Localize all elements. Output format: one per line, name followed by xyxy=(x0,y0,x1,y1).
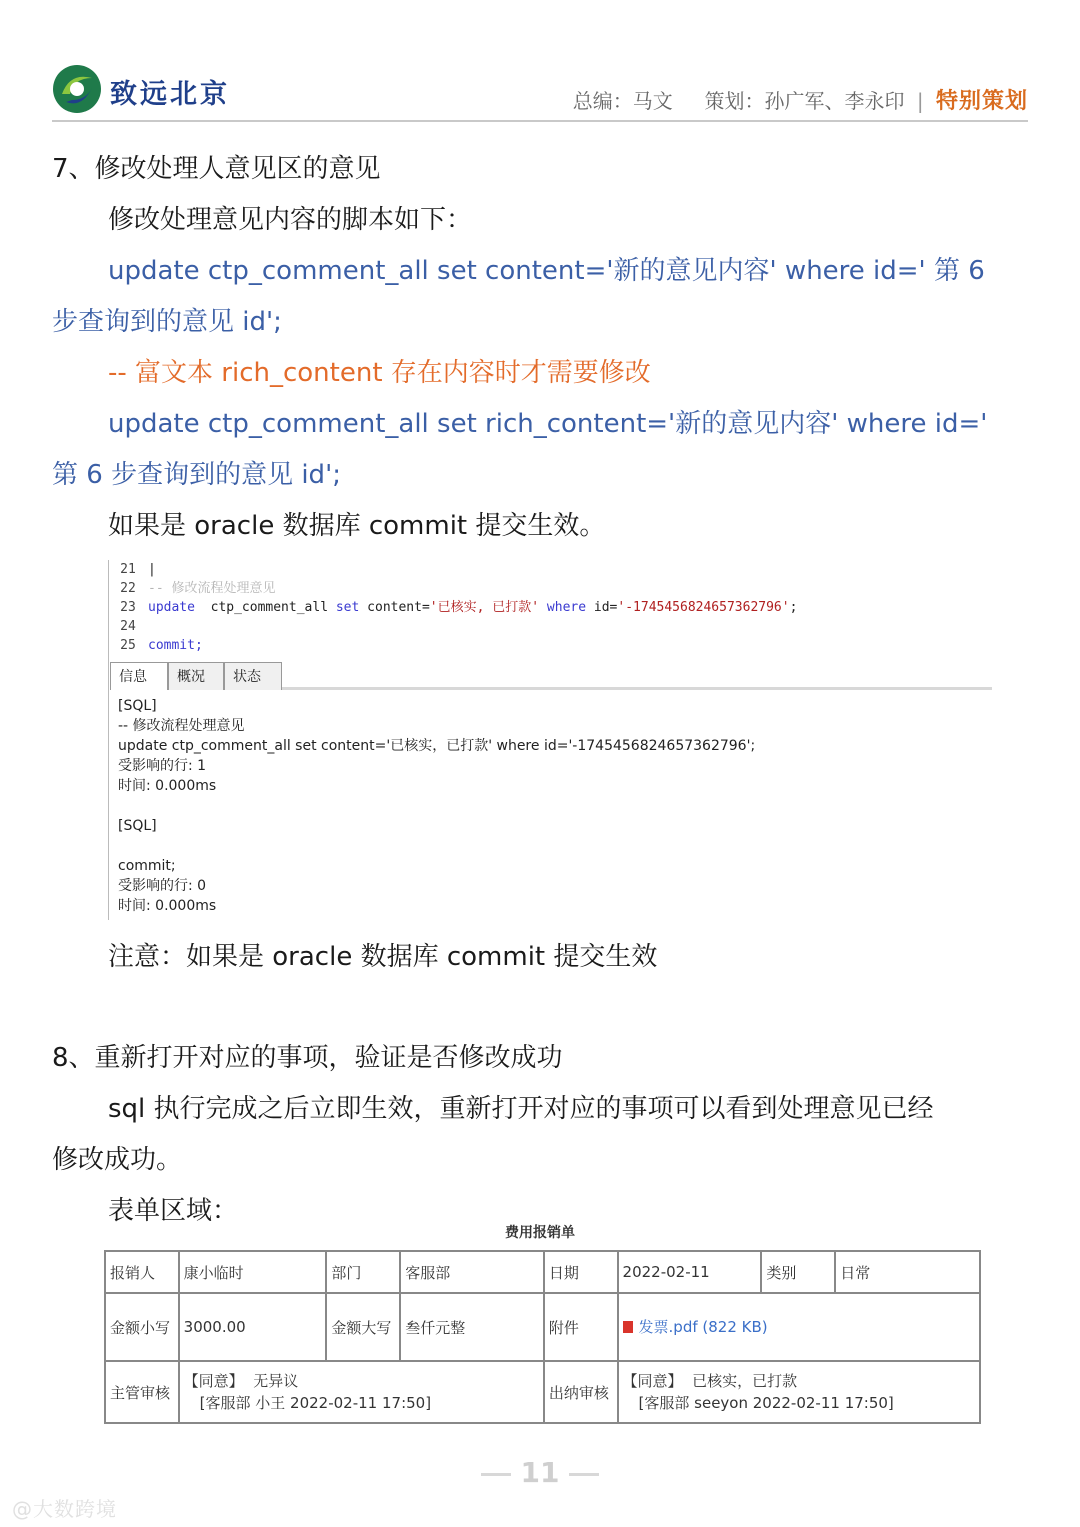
tab-overview[interactable]: 概况 xyxy=(168,662,224,690)
field-label: 金额大写 xyxy=(326,1293,400,1361)
sql-table: ctp_comment_all xyxy=(194,600,336,615)
applicant-value: 康小临时 xyxy=(179,1251,327,1293)
brand-logo-icon xyxy=(52,64,102,114)
field-label: 主管审核 xyxy=(105,1361,179,1423)
field-label: 部门 xyxy=(326,1251,400,1293)
editor-line xyxy=(108,617,148,636)
page-number xyxy=(0,1456,1080,1489)
field-label: 报销人 xyxy=(105,1251,179,1293)
step8-heading: 8、重新打开对应的事项，验证是否修改成功 xyxy=(52,1043,563,1073)
approval-text: 无异议 xyxy=(253,1372,299,1390)
chief-editor: 总编：马文 xyxy=(572,89,673,113)
step7-intro: 修改处理意见内容的脚本如下： xyxy=(108,205,473,235)
attachment-link[interactable]: 发票.pdf (822 KB) xyxy=(638,1318,768,1336)
tab-status[interactable]: 状态 xyxy=(224,662,282,690)
form-title: 费用报销单 xyxy=(505,1225,575,1241)
oracle-commit-note: 如果是 oracle 数据库 commit 提交生效。 xyxy=(108,511,606,541)
line-number: 24 xyxy=(120,619,136,634)
message-line: 受影响的行: 1 xyxy=(118,758,207,774)
form-row xyxy=(105,1293,980,1361)
approval-signature: [客服部 小王 2022-02-11 17:50] xyxy=(199,1394,432,1412)
header-credits xyxy=(573,84,1028,115)
line-text: -- 修改流程处理意见 xyxy=(148,581,276,596)
form-row xyxy=(105,1361,980,1423)
line-text: | xyxy=(148,562,156,577)
step8-desc-line1: sql 执行完成之后立即生效，重新打开对应的事项可以看到处理意见已经 xyxy=(108,1094,934,1124)
editor-line xyxy=(108,598,797,617)
date-value: 2022-02-11 xyxy=(618,1251,762,1293)
message-line xyxy=(118,796,755,816)
editor-line xyxy=(108,636,203,655)
page-dash-left xyxy=(481,1473,511,1476)
sql-update-rich-line2: 第 6 步查询到的意见 id'; xyxy=(52,460,341,490)
form-area-label: 表单区域： xyxy=(108,1196,239,1226)
line-number: 23 xyxy=(120,600,136,615)
planners: 策划：孙广军、李永印 xyxy=(704,89,905,113)
message-line: commit; xyxy=(118,858,176,874)
sql-update-rich-line1: update ctp_comment_all set rich_content='新的意见内容' where id=' xyxy=(108,409,988,439)
tab-info[interactable]: 信息 xyxy=(110,662,168,690)
sql-string: '-1745456824657362796' xyxy=(617,600,790,615)
result-tabs xyxy=(110,660,992,690)
message-line xyxy=(118,836,755,856)
message-line: -- 修改流程处理意见 xyxy=(118,718,245,734)
category-value: 日常 xyxy=(835,1251,980,1293)
form-row xyxy=(105,1251,980,1293)
sql-keyword: update xyxy=(148,600,195,615)
watermark: @大数跨境 xyxy=(12,1497,117,1521)
field-label: 类别 xyxy=(761,1251,835,1293)
editor-line xyxy=(108,579,275,598)
message-line: 受影响的行: 0 xyxy=(118,878,207,894)
department-value: 客服部 xyxy=(400,1251,544,1293)
approval-tag: 【同意】 xyxy=(622,1372,683,1390)
brand-name: 致远北京 xyxy=(110,79,230,110)
sql-column: id= xyxy=(586,600,618,615)
result-messages xyxy=(118,696,755,916)
cashier-approval xyxy=(618,1361,980,1423)
approval-tag: 【同意】 xyxy=(183,1372,244,1390)
page-dash-right xyxy=(569,1473,599,1476)
sql-editor-screenshot xyxy=(108,560,992,920)
message-line: 时间: 0.000ms xyxy=(118,778,217,794)
special-feature-label: 特别策划 xyxy=(935,89,1028,114)
sql-string: '已核实, 已打款' xyxy=(429,600,540,615)
sql-keyword: set xyxy=(335,600,360,615)
sql-update-content-line2: 步查询到的意见 id'; xyxy=(52,307,282,337)
line-text: commit; xyxy=(148,638,203,653)
amount-value: 3000.00 xyxy=(179,1293,327,1361)
sql-comment: -- 富文本 rich_content 存在内容时才需要修改 xyxy=(108,358,651,388)
line-number: 21 xyxy=(120,562,136,577)
message-line: 时间: 0.000ms xyxy=(118,898,217,914)
step8-desc-line2: 修改成功。 xyxy=(52,1145,183,1175)
field-label: 附件 xyxy=(544,1293,618,1361)
sql-column: content= xyxy=(359,600,430,615)
expense-form xyxy=(104,1250,981,1424)
field-label: 日期 xyxy=(544,1251,618,1293)
oracle-commit-note-2: 注意：如果是 oracle 数据库 commit 提交生效 xyxy=(108,942,658,972)
line-number: 25 xyxy=(120,638,136,653)
pdf-icon xyxy=(623,1321,633,1333)
step7-heading: 7、修改处理人意见区的意见 xyxy=(52,154,381,184)
sql-terminator: ; xyxy=(789,600,798,615)
amount-words-value: 叁仟元整 xyxy=(400,1293,544,1361)
supervisor-approval xyxy=(179,1361,544,1423)
editor-line xyxy=(108,560,156,579)
field-label: 出纳审核 xyxy=(544,1361,618,1423)
header-divider: | xyxy=(916,89,924,113)
field-label: 金额小写 xyxy=(105,1293,179,1361)
page-number-text: 11 xyxy=(520,1456,560,1489)
sql-keyword: where xyxy=(539,600,587,615)
message-line: [SQL] xyxy=(118,818,157,834)
approval-signature: [客服部 seeyon 2022-02-11 17:50] xyxy=(638,1394,894,1412)
attachment-cell xyxy=(618,1293,980,1361)
page-header xyxy=(52,62,1028,122)
approval-text: 已核实，已打款 xyxy=(692,1372,798,1390)
message-line: update ctp_comment_all set content='已核实，已打款' where id='-1745456824657362796'; xyxy=(118,738,756,754)
message-line: [SQL] xyxy=(118,698,157,714)
line-number: 22 xyxy=(120,581,136,596)
sql-update-content-line1: update ctp_comment_all set content='新的意见内容' where id=' 第 6 xyxy=(108,256,985,286)
